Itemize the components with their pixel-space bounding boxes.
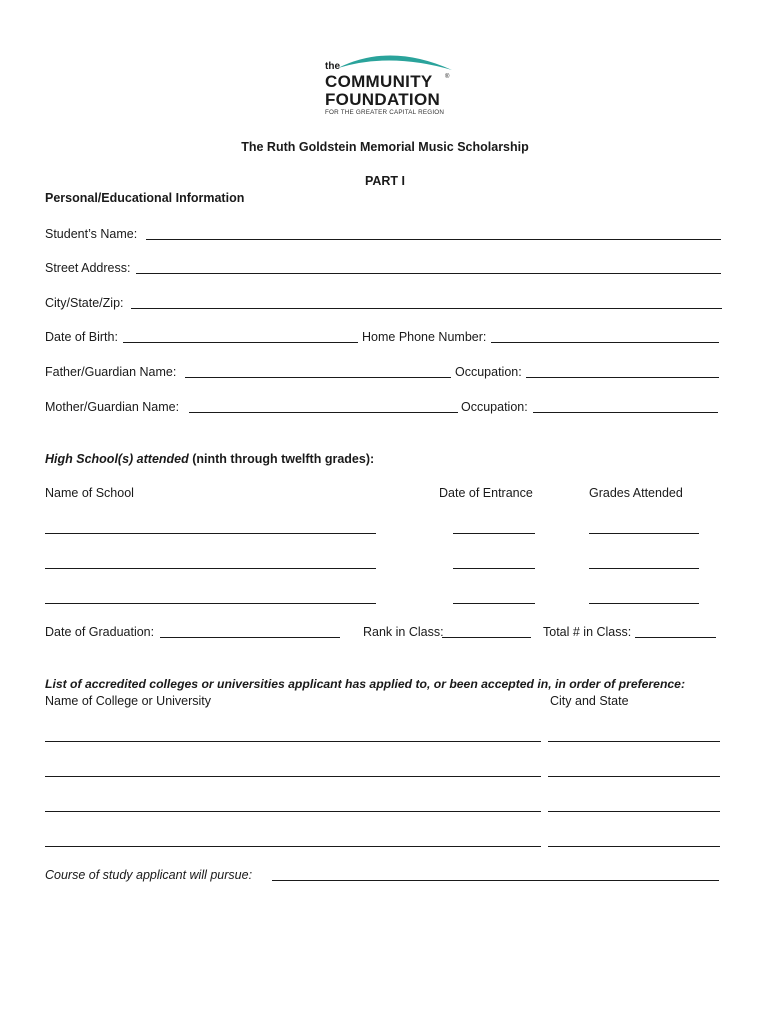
father-occupation-field[interactable]	[526, 377, 719, 378]
logo-tagline: FOR THE GREATER CAPITAL REGION	[325, 109, 445, 116]
column-date-of-entrance: Date of Entrance	[439, 486, 533, 500]
father-guardian-label: Father/Guardian Name:	[45, 365, 177, 379]
city-state-zip-label: City/State/Zip:	[45, 296, 124, 310]
college-city-state-field-2[interactable]	[548, 776, 720, 777]
college-name-field-2[interactable]	[45, 776, 541, 777]
college-city-state-field-1[interactable]	[548, 741, 720, 742]
part-label: PART I	[364, 174, 406, 188]
school-name-field-3[interactable]	[45, 603, 376, 604]
high-school-heading-italic: High School(s) attended	[45, 452, 189, 466]
mother-occupation-label: Occupation:	[461, 400, 528, 414]
total-in-class-label: Total # in Class:	[543, 625, 632, 639]
city-state-zip-field[interactable]	[131, 308, 722, 309]
course-of-study-field[interactable]	[272, 880, 719, 881]
column-name-of-school: Name of School	[45, 486, 134, 500]
street-address-label: Street Address:	[45, 261, 131, 275]
date-of-entrance-field-1[interactable]	[453, 533, 535, 534]
street-address-field[interactable]	[136, 273, 721, 274]
student-name-field[interactable]	[146, 239, 721, 240]
college-name-field-1[interactable]	[45, 741, 541, 742]
college-city-state-field-3[interactable]	[548, 811, 720, 812]
logo-foundation: FOUNDATION	[325, 90, 441, 109]
grades-attended-field-2[interactable]	[589, 568, 699, 569]
column-grades-attended: Grades Attended	[589, 486, 683, 500]
school-name-field-2[interactable]	[45, 568, 376, 569]
college-name-field-4[interactable]	[45, 846, 541, 847]
mother-occupation-field[interactable]	[533, 412, 718, 413]
mother-guardian-field[interactable]	[189, 412, 458, 413]
page-title: The Ruth Goldstein Memorial Music Scholarship	[241, 140, 529, 154]
column-college-name: Name of College or University	[45, 694, 212, 708]
date-of-entrance-field-2[interactable]	[453, 568, 535, 569]
course-of-study-label: Course of study applicant will pursue:	[45, 868, 253, 882]
rank-in-class-label: Rank in Class:	[363, 625, 444, 639]
father-guardian-field[interactable]	[185, 377, 451, 378]
logo-registered-mark: ®	[445, 74, 450, 80]
rank-in-class-field[interactable]	[442, 637, 531, 638]
logo-community: COMMUNITY	[325, 72, 433, 91]
college-city-state-field-4[interactable]	[548, 846, 720, 847]
father-occupation-label: Occupation:	[455, 365, 522, 379]
logo-the: the	[325, 61, 340, 72]
student-name-label: Student’s Name:	[45, 227, 138, 241]
home-phone-field[interactable]	[491, 342, 719, 343]
date-of-graduation-label: Date of Graduation:	[45, 625, 155, 639]
college-name-field-3[interactable]	[45, 811, 541, 812]
mother-guardian-label: Mother/Guardian Name:	[45, 400, 180, 414]
date-of-birth-label: Date of Birth:	[45, 330, 118, 344]
grades-attended-field-1[interactable]	[589, 533, 699, 534]
date-of-graduation-field[interactable]	[160, 637, 340, 638]
home-phone-label: Home Phone Number:	[362, 330, 487, 344]
high-school-heading	[45, 452, 374, 467]
high-school-heading-rest: (ninth through twelfth grades):	[188, 452, 375, 466]
column-city-state: City and State	[550, 694, 629, 708]
section-heading: Personal/Educational Information	[45, 191, 245, 205]
grades-attended-field-3[interactable]	[589, 603, 699, 604]
colleges-heading: List of accredited colleges or universities applicant has applied to, or been accepted in, in order of preference:	[45, 677, 686, 691]
school-name-field-1[interactable]	[45, 533, 376, 534]
date-of-birth-field[interactable]	[123, 342, 358, 343]
total-in-class-field[interactable]	[635, 637, 716, 638]
date-of-entrance-field-3[interactable]	[453, 603, 535, 604]
